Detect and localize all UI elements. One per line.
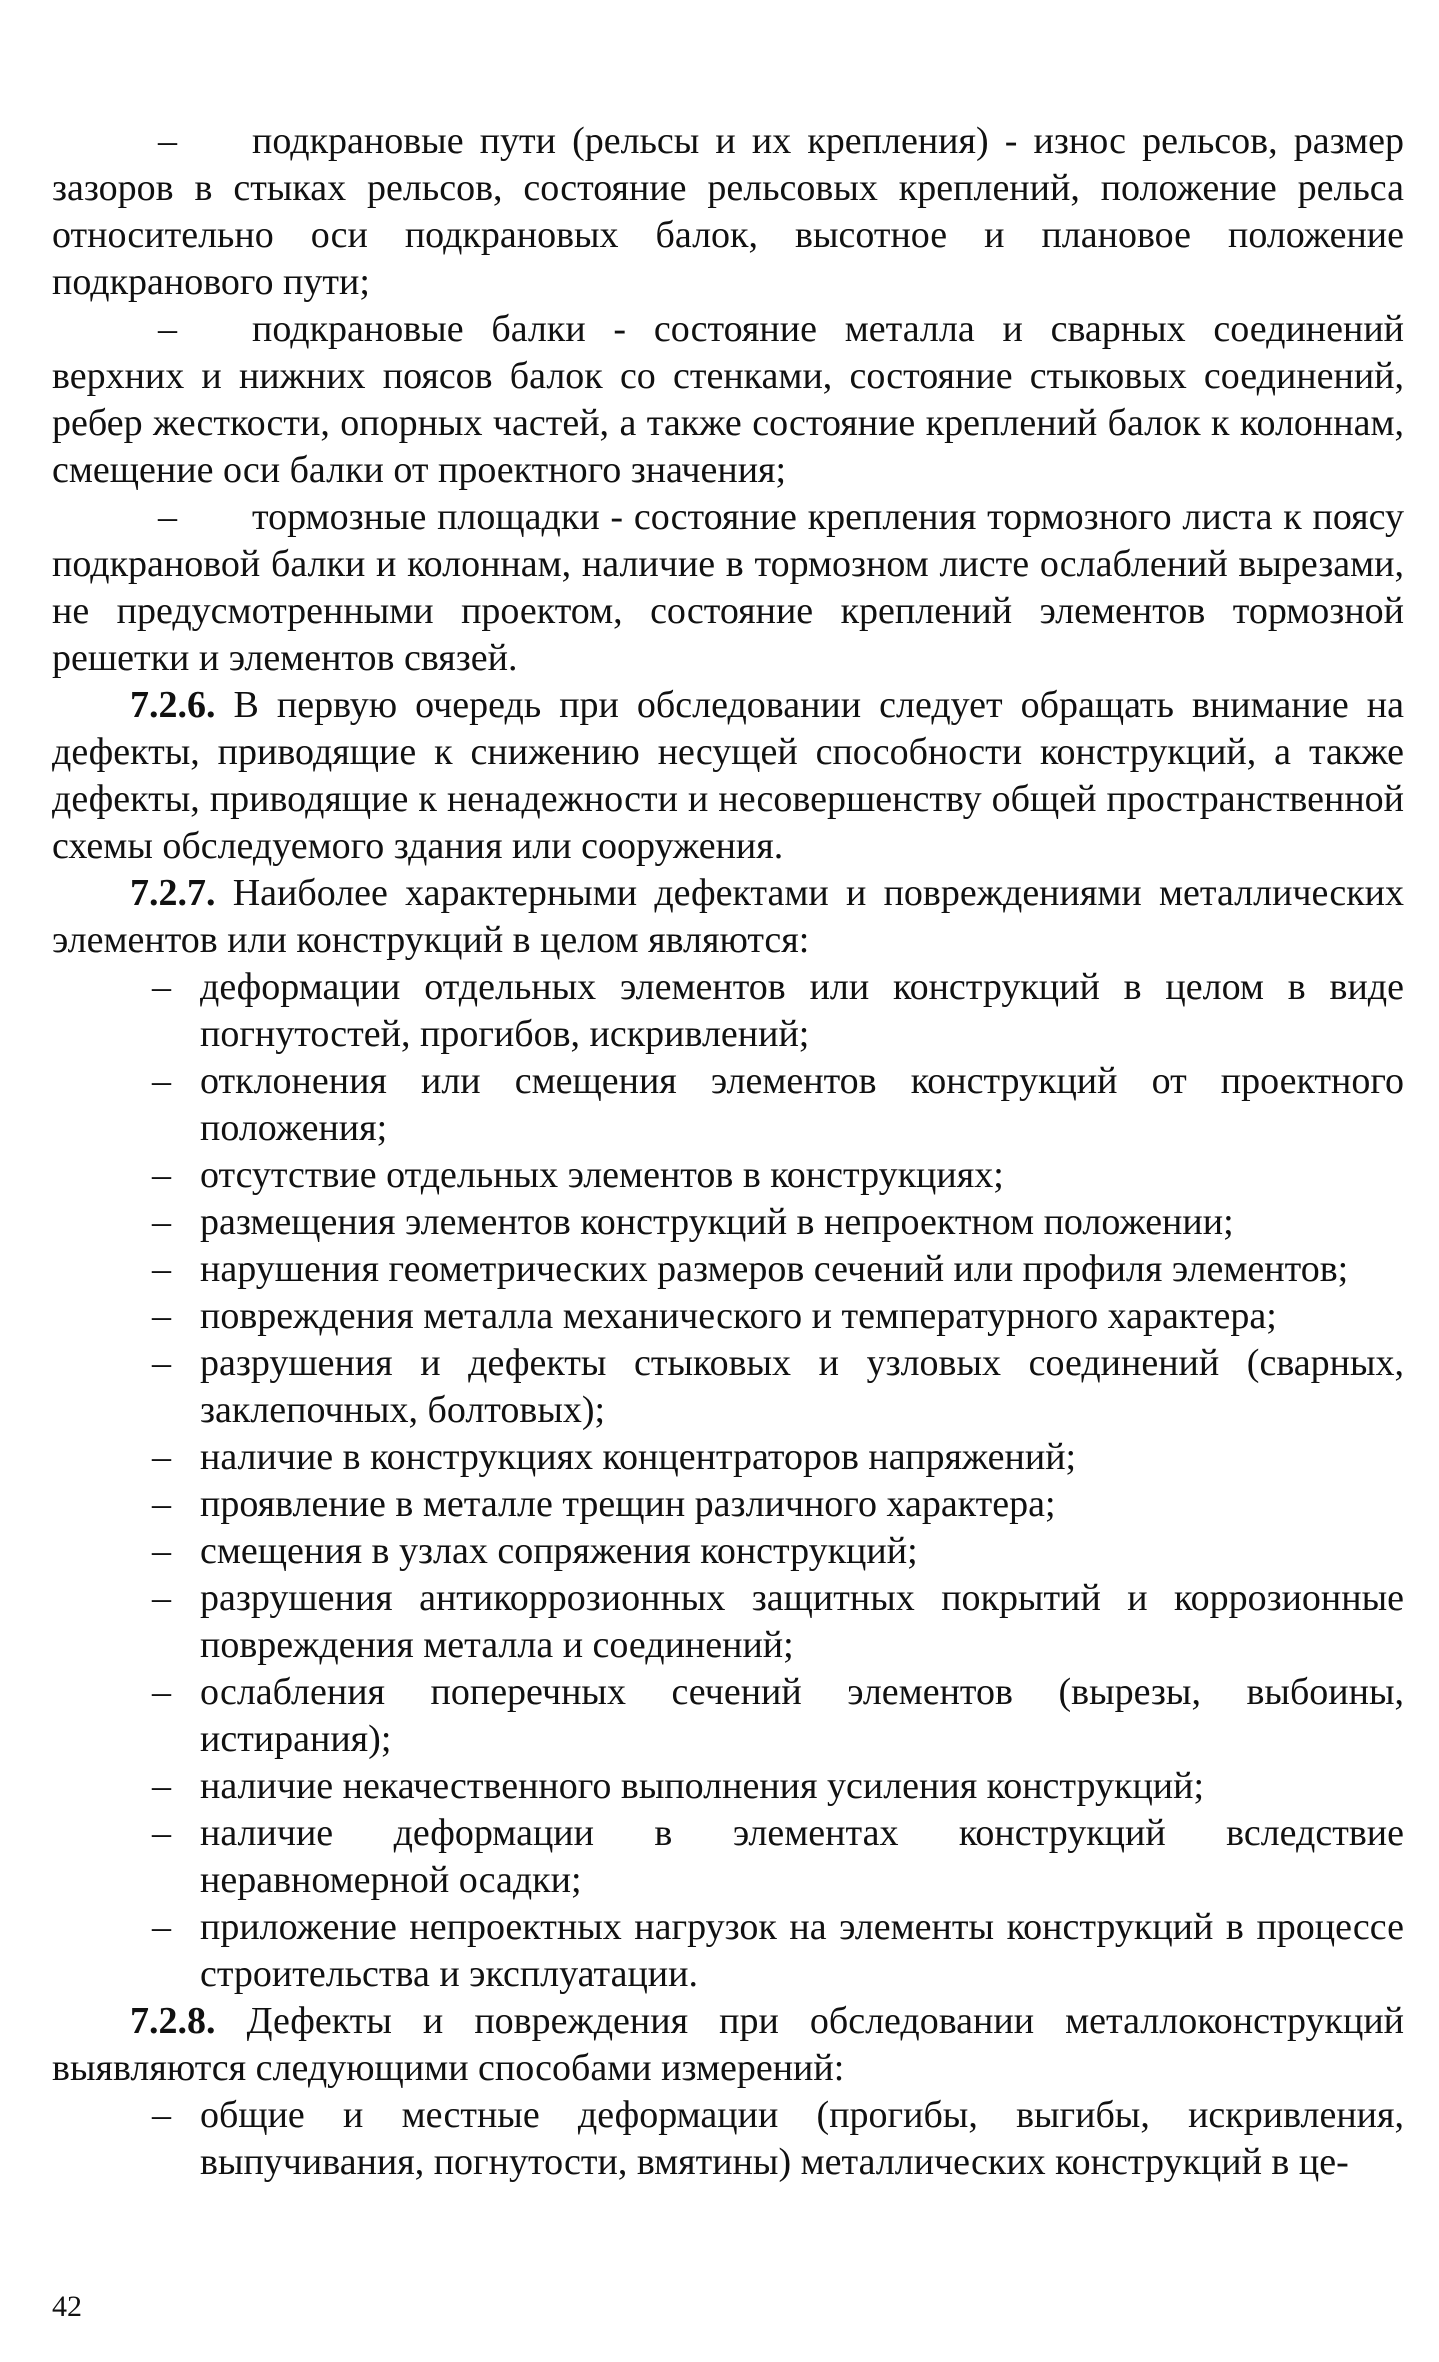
section-7-2-8 bbox=[52, 1998, 1404, 2092]
section-text: Дефекты и повреждения при обследовании металлоконструкций выявляются следующими способами измерений: bbox=[52, 2000, 1404, 2089]
list-dash-mark: – bbox=[152, 1436, 171, 1478]
list-dash-mark: – bbox=[152, 1765, 171, 1807]
section-number: 7.2.8. bbox=[130, 2000, 216, 2042]
dash-mark: – bbox=[158, 120, 177, 162]
list-item-text: наличие в конструкциях концентраторов напряжений; bbox=[200, 1436, 1077, 1478]
section-7-2-7 bbox=[52, 870, 1404, 964]
list-item bbox=[52, 1481, 1404, 1528]
list-item bbox=[52, 1434, 1404, 1481]
dash-paragraph-crane-beams bbox=[52, 306, 1404, 494]
list-item-text: деформации отдельных элементов или конструкций в целом в виде погнутостей, прогибов, искривлений; bbox=[200, 966, 1404, 1055]
list-item-text: нарушения геометрических размеров сечений или профиля элементов; bbox=[200, 1248, 1349, 1290]
list-item-text: размещения элементов конструкций в непроектном положении; bbox=[200, 1201, 1234, 1243]
list-item-text: проявление в металле трещин различного характера; bbox=[200, 1483, 1056, 1525]
list-item-text: отклонения или смещения элементов конструкций от проектного положения; bbox=[200, 1060, 1404, 1149]
list-item bbox=[52, 1763, 1404, 1810]
dash-paragraph-text: подкрановые балки - состояние металла и сварных соединений верхних и нижних поясов балок со стенками, состояние стыковых соединений, ребер жесткости, опорных частей, а также состояние креплений балок к колоннам, смещение оси балки от проектного значения; bbox=[52, 308, 1404, 491]
list-item bbox=[52, 2092, 1404, 2186]
list-dash-mark: – bbox=[152, 966, 171, 1008]
list-dash-mark: – bbox=[152, 1342, 171, 1384]
page-number: 42 bbox=[52, 2290, 82, 2323]
dash-paragraph-text: тормозные площадки - состояние крепления тормозного листа к поясу подкрановой балки и колоннам, наличие в тормозном листе ослаблений вырезами, не предусмотренными проектом, состояние креплений элементов тормозной решетки и элементов связей. bbox=[52, 496, 1404, 679]
list-item-text: приложение непроектных нагрузок на элементы конструкций в процессе строительства и эксплуатации. bbox=[200, 1906, 1404, 1995]
list-dash-mark: – bbox=[152, 1248, 171, 1290]
list-dash-mark: – bbox=[152, 1483, 171, 1525]
list-item bbox=[52, 1810, 1404, 1904]
list-item-text: ослабления поперечных сечений элементов (вырезы, выбоины, истирания); bbox=[200, 1671, 1404, 1760]
dash-paragraph-text: подкрановые пути (рельсы и их крепления) - износ рельсов, размер зазоров в стыках рельсов, состояние рельсовых креплений, положение рельса относительно оси подкрановых балок, высотное и плановое положение подкранового пути; bbox=[52, 120, 1404, 303]
list-item bbox=[52, 1293, 1404, 1340]
list-dash-mark: – bbox=[152, 1812, 171, 1854]
list-item bbox=[52, 964, 1404, 1058]
list-item-text: наличие некачественного выполнения усиления конструкций; bbox=[200, 1765, 1205, 1807]
list-dash-mark: – bbox=[152, 1295, 171, 1337]
list-dash-mark: – bbox=[152, 1577, 171, 1619]
list-item-text: отсутствие отдельных элементов в конструкциях; bbox=[200, 1154, 1004, 1196]
list-item-text: разрушения антикоррозионных защитных покрытий и коррозионные повреждения металла и соединений; bbox=[200, 1577, 1404, 1666]
list-dash-mark: – bbox=[152, 1906, 171, 1948]
list-item bbox=[52, 1152, 1404, 1199]
section-text: В первую очередь при обследовании следует обращать внимание на дефекты, приводящие к снижению несущей способности конструкций, а также дефекты, приводящие к ненадежности и несовершенству общей пространственной схемы обследуемого здания или сооружения. bbox=[52, 684, 1404, 867]
list-item bbox=[52, 1528, 1404, 1575]
list-item-text: разрушения и дефекты стыковых и узловых соединений (сварных, заклепочных, болтовых); bbox=[200, 1342, 1404, 1431]
dash-mark: – bbox=[158, 308, 177, 350]
list-item-text: наличие деформации в элементах конструкций вследствие неравномерной осадки; bbox=[200, 1812, 1404, 1901]
defects-list bbox=[52, 964, 1404, 1998]
section-number: 7.2.7. bbox=[130, 872, 216, 914]
list-dash-mark: – bbox=[152, 1060, 171, 1102]
list-item bbox=[52, 1058, 1404, 1152]
list-item bbox=[52, 1575, 1404, 1669]
list-item-text: общие и местные деформации (прогибы, выгибы, искривления, выпучивания, погнутости, вмятины) металлических конструкций в це- bbox=[200, 2094, 1404, 2183]
dash-paragraph-crane-rails bbox=[52, 118, 1404, 306]
section-text: Наиболее характерными дефектами и повреждениями металлических элементов или конструкций в целом являются: bbox=[52, 872, 1404, 961]
dash-mark: – bbox=[158, 496, 177, 538]
measurement-methods-list bbox=[52, 2092, 1404, 2186]
list-dash-mark: – bbox=[152, 1671, 171, 1713]
list-item bbox=[52, 1199, 1404, 1246]
list-item bbox=[52, 1669, 1404, 1763]
section-number: 7.2.6. bbox=[130, 684, 216, 726]
list-dash-mark: – bbox=[152, 1154, 171, 1196]
list-item-text: повреждения металла механического и температурного характера; bbox=[200, 1295, 1277, 1337]
dash-paragraph-brake-platforms bbox=[52, 494, 1404, 682]
section-7-2-6 bbox=[52, 682, 1404, 870]
list-item bbox=[52, 1904, 1404, 1998]
list-item bbox=[52, 1340, 1404, 1434]
list-item bbox=[52, 1246, 1404, 1293]
list-item-text: смещения в узлах сопряжения конструкций; bbox=[200, 1530, 918, 1572]
list-dash-mark: – bbox=[152, 1530, 171, 1572]
document-page bbox=[52, 118, 1404, 2186]
list-dash-mark: – bbox=[152, 1201, 171, 1243]
list-dash-mark: – bbox=[152, 2094, 171, 2136]
